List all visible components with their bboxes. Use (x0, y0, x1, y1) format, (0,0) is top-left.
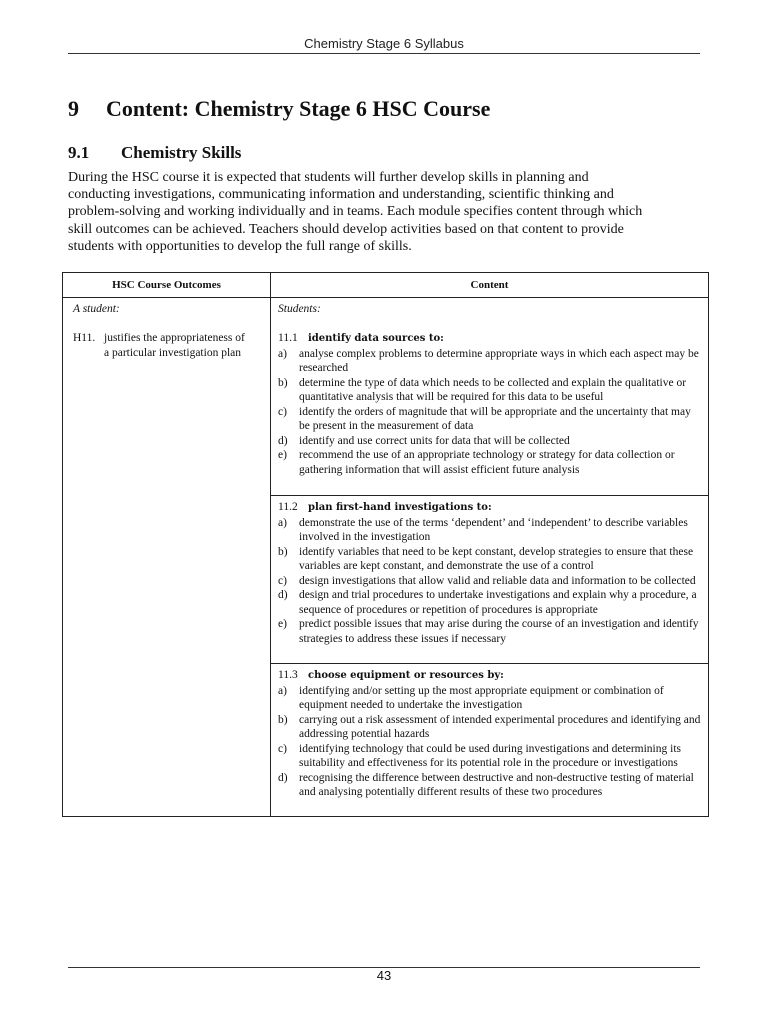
subsection-title: Chemistry Skills (121, 143, 242, 162)
item-text: identify the orders of magnitude that will be appropriate and the uncertainty that may be present in the measurement of data (299, 405, 691, 432)
item-letter: c) (278, 742, 287, 755)
content-block-11-2 (278, 500, 708, 646)
item-text: identify variables that need to be kept constant, develop strategies to ensure that these variables are kept constant, and demonstrate the use of a control (299, 545, 694, 572)
section-title: Content: Chemistry Stage 6 HSC Course (106, 96, 491, 121)
block-number: 11.2 (278, 501, 298, 513)
content-item (278, 434, 708, 449)
intro-line: During the HSC course it is expected that students will further develop skills in planning and (68, 170, 589, 185)
header-rule (68, 53, 700, 54)
item-letter: a) (278, 347, 287, 360)
content-item (278, 545, 708, 574)
item-text: predict possible issues that may arise during the course of an investigation and identify strategies to address these issues if necessary (299, 618, 699, 645)
item-text: analyse complex problems to determine appropriate ways in which each aspect may be researched (299, 347, 699, 374)
intro-line: students with opportunities to develop the full range of skills. (68, 238, 412, 254)
block-number: 11.1 (278, 332, 298, 344)
content-item (278, 347, 708, 376)
item-letter: e) (278, 449, 287, 461)
intro-paragraph (68, 169, 708, 255)
block-heading (278, 500, 708, 516)
block-heading (278, 331, 708, 347)
item-text: design and trial procedures to undertake investigations and explain why a procedure, a sequence of procedures or repetition of procedures is appropriate (299, 589, 697, 616)
item-text: carrying out a risk assessment of intended experimental procedures and identifying and addressing potential hazards (299, 713, 701, 740)
item-letter: a) (278, 684, 287, 697)
item-letter: d) (278, 434, 288, 447)
section-heading (68, 96, 490, 122)
item-letter: b) (278, 713, 288, 726)
col-header-content: Content (470, 279, 509, 291)
content-item (278, 588, 708, 617)
block-title: choose equipment or resources by: (308, 670, 504, 681)
item-text: recommend the use of an appropriate technology or strategy for data collection or gathering information that will assist efficient future analysis (299, 449, 675, 476)
col-header-outcomes: HSC Course Outcomes (112, 279, 221, 291)
outcomes-content-table (62, 272, 709, 817)
col-sub-a-student: A student: (73, 303, 120, 315)
content-item (278, 684, 708, 713)
item-text: demonstrate the use of the terms ‘dependent’ and ‘independent’ to describe variables involved in the investigation (299, 516, 688, 543)
block-heading (278, 668, 708, 684)
item-letter: b) (278, 545, 288, 558)
content-item (278, 713, 708, 742)
item-text: identifying technology that could be used during investigations and determining its suitability and effectiveness for its potential role in the procedure or investigations (299, 742, 681, 769)
column-divider (270, 273, 271, 816)
block-number: 11.3 (278, 669, 298, 681)
item-letter: c) (278, 405, 287, 418)
content-block-11-1 (278, 331, 708, 477)
block-divider (270, 663, 708, 664)
subsection-heading (68, 143, 241, 163)
block-title: plan first-hand investigations to: (308, 502, 492, 513)
item-text: design investigations that allow valid and reliable data and information to be collected (299, 574, 696, 587)
item-text: determine the type of data which needs to be collected and explain the qualitative or quantitative analysis that will be required for this data to be useful (299, 376, 687, 403)
outcome-text-line: a particular investigation plan (104, 346, 241, 359)
content-item (278, 617, 708, 646)
content-item (278, 742, 708, 771)
item-letter: b) (278, 376, 288, 389)
block-divider (270, 495, 708, 496)
item-letter: c) (278, 574, 287, 587)
content-item (278, 376, 708, 405)
header-row-divider (63, 297, 708, 298)
block-title: identify data sources to: (308, 333, 444, 344)
page-number: 43 (376, 968, 392, 983)
intro-line: conducting investigations, communicating information and understanding, scientific thinking and (68, 187, 614, 203)
content-item (278, 448, 708, 477)
content-item (278, 516, 708, 545)
running-header: Chemistry Stage 6 Syllabus (304, 36, 464, 51)
item-text: identify and use correct units for data that will be collected (299, 434, 570, 447)
outcome-code: H11. (73, 332, 96, 344)
item-letter: d) (278, 771, 288, 784)
item-letter: d) (278, 589, 288, 601)
content-item (278, 574, 708, 589)
outcome-h11 (73, 331, 268, 360)
outcome-text-line: justifies the appropriateness of (104, 332, 245, 344)
intro-line: problem-solving and working individually and in teams. Each module specifies content through which (68, 204, 643, 220)
item-letter: a) (278, 516, 287, 529)
content-block-11-3 (278, 668, 708, 800)
item-letter: e) (278, 618, 287, 630)
subsection-number: 9.1 (68, 143, 90, 162)
col-sub-students: Students: (278, 303, 321, 315)
item-text: identifying and/or setting up the most appropriate equipment or combination of equipment needed to undertake the investigation (299, 684, 664, 711)
content-item (278, 405, 708, 434)
item-text: recognising the difference between destructive and non-destructive testing of material and analysing potentially different results of these two procedures (299, 771, 694, 798)
content-item (278, 771, 708, 800)
section-number: 9 (68, 96, 79, 121)
intro-line: skill outcomes can be achieved. Teachers should develop activities based on that content to provide (68, 221, 624, 237)
